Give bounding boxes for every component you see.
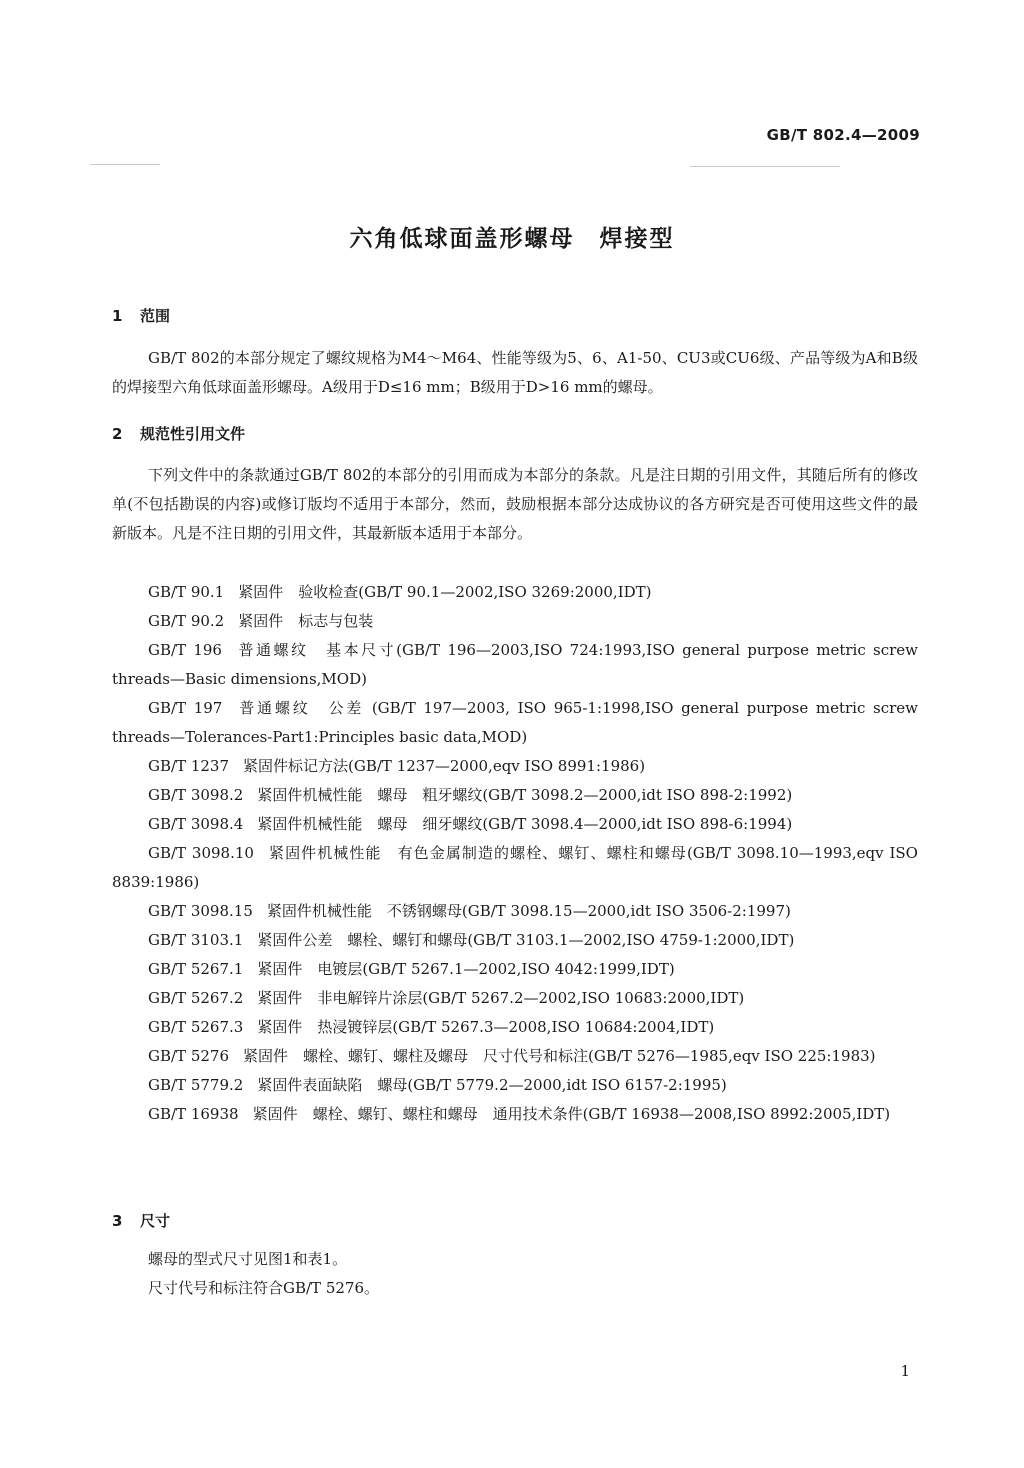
reference-text: 紧固件 标志与包装 (238, 612, 374, 630)
reference-code: GB/T 197 (148, 699, 223, 717)
reference-code: GB/T 3098.4 (148, 815, 244, 833)
reference-code: GB/T 5267.3 (148, 1018, 244, 1036)
reference-code: GB/T 196 (148, 641, 222, 659)
scan-artifact (90, 164, 160, 165)
reference-text: 紧固件表面缺陷 螺母(GB/T 5779.2—2000,idt ISO 6157-2:1995) (257, 1076, 727, 1094)
reference-code: GB/T 16938 (148, 1105, 239, 1123)
section-heading-scope (112, 305, 170, 326)
references-intro-paragraph: 下列文件中的条款通过GB/T 802的本部分的引用而成为本部分的条款。凡是注日期的引用文件，其随后所有的修改单(不包括勘误的内容)或修订版均不适用于本部分，然而，鼓励根据本部分达成协议的各方研究是否可使用这些文件的最新版本。凡是不注日期的引用文件，其最新版本适用于本部分。 (112, 466, 918, 542)
reference-text: 紧固件 热浸镀锌层(GB/T 5267.3—2008,ISO 10684:2004,IDT) (257, 1018, 715, 1036)
reference-code: GB/T 5276 (148, 1047, 230, 1065)
reference-item (112, 984, 918, 1013)
section-heading-normative-references (112, 423, 245, 444)
reference-list (112, 578, 918, 1129)
reference-item (112, 694, 918, 752)
reference-text: 紧固件标记方法(GB/T 1237—2000,eqv ISO 8991:1986) (243, 757, 646, 775)
reference-code: GB/T 5267.1 (148, 960, 244, 978)
reference-code: GB/T 90.1 (148, 583, 225, 601)
standard-code: GB/T 802.4—2009 (766, 126, 920, 144)
reference-item (112, 781, 918, 810)
reference-code: GB/T 3098.15 (148, 902, 253, 920)
reference-code: GB/T 3098.10 (148, 844, 254, 862)
reference-item (112, 1013, 918, 1042)
reference-text: 普通螺纹 公差 (GB/T 197—2003, ISO 965-1:1998,ISO general purpose metric screw threads—Tolerances-Part1:Principles basic data,MOD) (112, 699, 918, 746)
reference-item (112, 578, 918, 607)
dimensions-line: 螺母的型式尺寸见图1和表1。 (148, 1250, 348, 1268)
reference-code: GB/T 5779.2 (148, 1076, 244, 1094)
reference-text: 紧固件 验收检查(GB/T 90.1—2002,ISO 3269:2000,IDT) (238, 583, 652, 601)
document-title: 六角低球面盖形螺母 焊接型 (349, 226, 675, 252)
reference-text: 普通螺纹 基本尺寸(GB/T 196—2003,ISO 724:1993,ISO general purpose metric screw threads—Basic dimensions,MOD) (112, 641, 918, 688)
reference-text: 紧固件 螺栓、螺钉、螺柱和螺母 通用技术条件(GB/T 16938—2008,ISO 8992:2005,IDT) (252, 1105, 891, 1123)
reference-text: 紧固件机械性能 不锈钢螺母(GB/T 3098.15—2000,idt ISO 3506-2:1997) (266, 902, 791, 920)
section-title: 尺寸 (140, 1212, 171, 1230)
reference-item (112, 897, 918, 926)
scan-artifact (690, 166, 840, 167)
reference-item (112, 1042, 918, 1071)
section-heading-dimensions (112, 1210, 170, 1231)
reference-item (112, 926, 918, 955)
reference-item (112, 1071, 918, 1100)
section-title: 范围 (140, 307, 171, 325)
reference-item (112, 810, 918, 839)
reference-item (112, 607, 918, 636)
section-number: 1 (112, 307, 123, 325)
reference-code: GB/T 3103.1 (148, 931, 244, 949)
reference-text: 紧固件机械性能 螺母 粗牙螺纹(GB/T 3098.2—2000,idt ISO 898-2:1992) (257, 786, 793, 804)
section-number: 3 (112, 1212, 123, 1230)
reference-text: 紧固件 非电解锌片涂层(GB/T 5267.2—2002,ISO 10683:2000,IDT) (257, 989, 745, 1007)
reference-item (112, 955, 918, 984)
reference-item (112, 752, 918, 781)
reference-item (112, 636, 918, 694)
section-number: 2 (112, 425, 123, 443)
scope-paragraph: GB/T 802的本部分规定了螺纹规格为M4～M64、性能等级为5、6、A1-50、CU3或CU6级、产品等级为A和B级的焊接型六角低球面盖形螺母。A级用于D≤16 mm；B级用于D>16 mm的螺母。 (112, 349, 918, 396)
reference-item (112, 839, 918, 897)
reference-text: 紧固件 电镀层(GB/T 5267.1—2002,ISO 4042:1999,IDT) (257, 960, 675, 978)
reference-code: GB/T 90.2 (148, 612, 225, 630)
page-number: 1 (900, 1362, 910, 1380)
reference-code: GB/T 1237 (148, 757, 230, 775)
reference-item (112, 1100, 918, 1129)
reference-text: 紧固件 螺栓、螺钉、螺柱及螺母 尺寸代号和标注(GB/T 5276—1985,eqv ISO 225:1983) (243, 1047, 876, 1065)
reference-code: GB/T 5267.2 (148, 989, 244, 1007)
section-title: 规范性引用文件 (140, 425, 246, 443)
dimensions-line: 尺寸代号和标注符合GB/T 5276。 (148, 1279, 380, 1297)
reference-text: 紧固件机械性能 螺母 细牙螺纹(GB/T 3098.4—2000,idt ISO 898-6:1994) (257, 815, 793, 833)
reference-text: 紧固件机械性能 有色金属制造的螺栓、螺钉、螺柱和螺母(GB/T 3098.10—1993,eqv ISO 8839:1986) (112, 844, 918, 891)
reference-code: GB/T 3098.2 (148, 786, 244, 804)
reference-text: 紧固件公差 螺栓、螺钉和螺母(GB/T 3103.1—2002,ISO 4759-1:2000,IDT) (257, 931, 795, 949)
